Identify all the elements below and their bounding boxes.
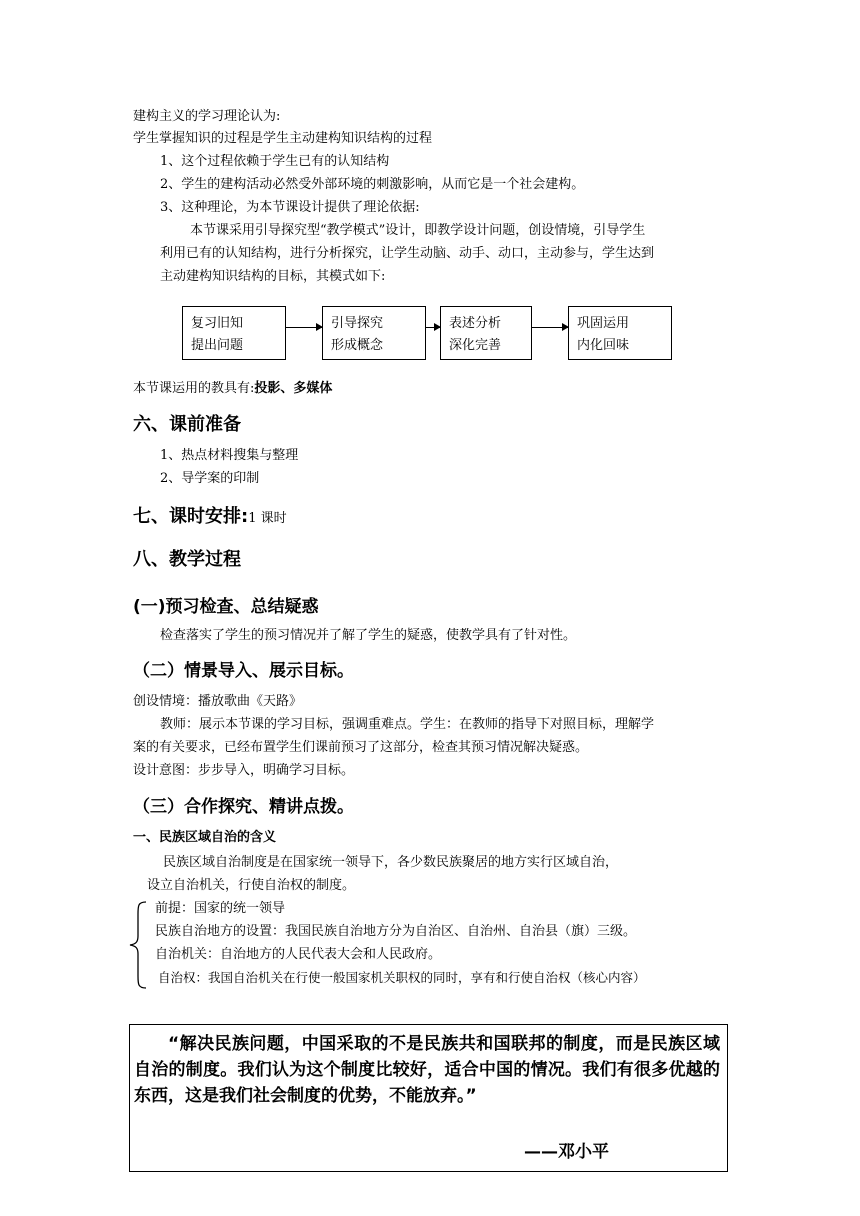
definition-line-2: 设立自治机关，行使自治权的制度。 xyxy=(147,878,356,893)
flow-box-3-line-2: 深化完善 xyxy=(449,338,502,353)
quote-author: ——邓小平 xyxy=(524,1142,609,1162)
part-2-line-3: 案的有关要求，已经布置学生们课前预习了这部分，检查其预习情况解决疑惑。 xyxy=(133,740,589,755)
part-2-title: （二）情景导入、展示目标。 xyxy=(133,661,354,681)
section-6-item-1: 1、热点材料搜集与整理 xyxy=(160,448,299,463)
flow-box-2-line-1: 引导探究 xyxy=(331,316,384,331)
part-3-subheading: 一、民族区域自治的含义 xyxy=(133,830,277,845)
flow-box-2-line-2: 形成概念 xyxy=(331,338,384,353)
intro-item-2: 2、学生的建构活动必然受外部环境的刺激影响，从而它是一个社会建构。 xyxy=(160,177,585,192)
flow-box-1 xyxy=(182,306,286,360)
intro-item-1: 1、这个过程依赖于学生已有的认知结构 xyxy=(160,154,390,169)
section-7-value: 1 课时 xyxy=(248,511,287,526)
tools-line xyxy=(133,380,332,398)
flow-box-4-line-2: 内化回味 xyxy=(577,338,630,353)
tools-label: 本节课运用的教具有: xyxy=(133,381,255,396)
part-2-line-2: 教师：展示本节课的学习目标，强调重难点。学生：在教师的指导下对照目标，理解学 xyxy=(160,717,655,732)
flow-box-1-line-1: 复习旧知 xyxy=(191,316,244,331)
intro-line-2: 学生掌握知识的过程是学生主动建构知识结构的过程 xyxy=(133,131,433,146)
brace-item-4: 自治权：我国自治机关在行使一般国家机关职权的同时，享有和行使自治权（核心内容） xyxy=(158,970,646,985)
tools-value: 投影、多媒体 xyxy=(254,381,333,396)
intro-paragraph-line-2: 利用已有的认知结构，进行分析探究，让学生动脑、动手、动口，主动参与，学生达到 xyxy=(160,246,655,261)
intro-item-3: 3、这种理论，为本节课设计提供了理论依据: xyxy=(160,200,420,215)
intro-paragraph-line-3: 主动建构知识结构的目标，其模式如下: xyxy=(160,269,386,284)
definition-line-1: 民族区域自治制度是在国家统一领导下，各少数民族聚居的地方实行区域自治， xyxy=(163,855,619,870)
part-1-text: 检查落实了学生的预习情况并了解了学生的疑惑，使教学具有了针对性。 xyxy=(160,628,577,643)
section-7-label: 七、课时安排: xyxy=(133,506,249,527)
flow-arrow-1 xyxy=(286,327,322,328)
part-2-line-4: 设计意图：步步导入，明确学习目标。 xyxy=(133,763,355,778)
section-8-title: 八、教学过程 xyxy=(133,549,241,570)
flow-box-2 xyxy=(322,306,426,360)
flow-box-3-line-1: 表述分析 xyxy=(449,316,502,331)
flow-arrow-2 xyxy=(426,327,440,328)
section-6-title: 六、课前准备 xyxy=(133,414,241,435)
intro-paragraph-line-1: 本节课采用引导探究型“教学模式”设计，即教学设计问题，创设情境，引导学生 xyxy=(190,223,646,238)
flow-box-4-line-1: 巩固运用 xyxy=(577,316,630,331)
flow-box-3 xyxy=(440,306,532,360)
quote-text: “解决民族问题，中国采取的不是民族共和国联邦的制度，而是民族区域自治的制度。我们认为这个制度比较好，适合中国的情况。我们有很多优越的东西，这是我们社会制度的优势，不能放弃。” xyxy=(134,1034,720,1106)
flow-arrow-3 xyxy=(532,327,568,328)
section-7-title xyxy=(133,502,287,528)
flow-box-1-line-2: 提出问题 xyxy=(191,338,244,353)
section-6-item-2: 2、导学案的印制 xyxy=(160,471,260,486)
part-2-line-1: 创设情境：播放歌曲《天路》 xyxy=(133,694,303,709)
part-3-title: （三）合作探究、精讲点拨。 xyxy=(133,797,354,817)
part-1-title: (一)预习检查、总结疑惑 xyxy=(133,597,319,617)
brace-item-3: 自治机关：自治地方的人民代表大会和人民政府。 xyxy=(155,947,442,962)
flow-box-4 xyxy=(568,306,672,360)
intro-line-1: 建构主义的学习理论认为: xyxy=(133,109,281,124)
brace-item-1: 前提：国家的统一领导 xyxy=(155,901,286,916)
curly-brace xyxy=(128,900,150,990)
brace-item-2: 民族自治地方的设置：我国民族自治地方分为自治区、自治州、自治县（旗）三级。 xyxy=(155,924,637,939)
